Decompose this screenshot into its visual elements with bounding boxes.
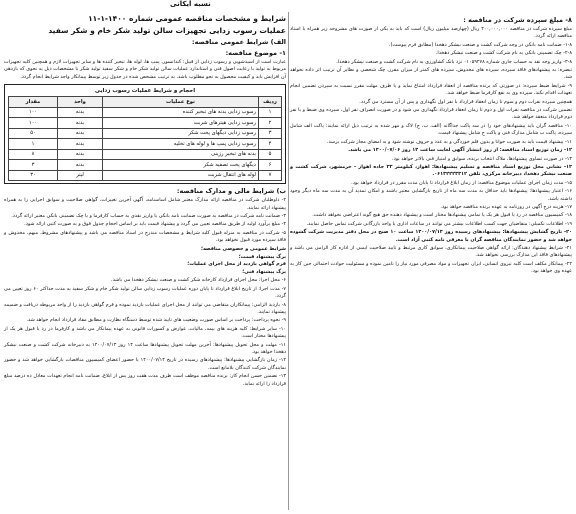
clause-paragraph: ۱۲- زمان بازگشایی پیشنهادها: پیشنهادهای رسیده در تاریخ ۱۴۰۰/۰۷/۱۴ با حضور اعضای کمیسیون مناقصات بازگشایی خواهد شد و حضور نمایندگان شرکت کنندگان بلامانع است. (4, 357, 286, 371)
table-header-cell: ردیف (259, 97, 282, 108)
document-subtitle: عملیات رسوب زدایی تجهیزات سالن تولید شکر خام و شکر سفید (48, 26, 286, 35)
document-tag: نسبه ایکانی (170, 0, 211, 8)
operation-quantity: ۵۰ (9, 128, 58, 139)
operation-quantity: ۱ (9, 139, 58, 150)
operation-name: رسوب زدایی بدنه های تبخیر کننده (103, 107, 259, 118)
operation-unit: بدنه (58, 139, 103, 150)
operation-name: رسوب زدایی دیگهای پخت شکر (103, 128, 259, 139)
clause-paragraph: مبلغ سپرده شرکت در مناقصه ۴۰۰,۰۰۰,۰۰۰ ریال (چهارصد میلیون ریال) است که باید به یکی از صورت های مشروحه زیر همراه با اسناد مناقصه ارائه گردد. (290, 26, 572, 40)
table-row (9, 170, 282, 181)
general-conditions-title: الف) شرایط عمومی مناقصه: (191, 38, 286, 46)
right-column (290, 14, 572, 277)
clause-paragraph: ۱۷- هزینه درج آگهی در روزنامه به عهده برنده مناقصه خواهد بود. (440, 203, 572, 210)
operation-unit: بدنه (58, 149, 103, 160)
required-document-item: شرایط عمومی و خصوصی مناقصه؛ (200, 245, 286, 252)
clause-paragraph: ۱۸- کمیسیون مناقصه در رد یا قبول هر یک یا تمامی پیشنهادها مختار است و پیشنهاد دهنده حق هیچ گونه اعتراضی نخواهد داشت. (312, 212, 572, 219)
table-header-cell: واحد (58, 97, 103, 108)
operation-name: لوله های انتقال شربت (103, 170, 259, 181)
table-row (9, 107, 282, 118)
clause-paragraph: ۱۰- سایر شرایط: کلیه هزینه های بیمه، مالیات، عوارض و کسورات قانونی به عهده پیمانکار می باشد و کارفرما در رد یا قبول هر یک از پیشنهادها مختار است. (4, 325, 286, 340)
required-document-item: برگ پیشنهاد قیمت؛ (238, 253, 286, 260)
clause-paragraph: ۶- محل اجرا: محل اجرای قرارداد کارخانه شکر کشت و صنعت نیشکر دهخدا می باشد. (111, 277, 286, 284)
operation-name: دیگهای پخت تصفیه شکر (103, 160, 259, 171)
operation-name: رسوب زدایی هیترهای شربت (103, 118, 259, 129)
row-index: ۴ (259, 139, 282, 150)
document-title: شرایط و مشخصات مناقصه عمومی شماره ۱۴۰۰-۱-۱۱ (88, 14, 286, 23)
subject-title: ۱- موضوع مناقصه: (225, 49, 286, 57)
required-document-item: فرم گواهی بازدید از محل اجرای عملیات؛ (187, 261, 286, 268)
clause-paragraph: ۸- بازدید الزامی: پیمانکاران متقاضی می توانند از محل اجرای عملیات بازدید نموده و فرم گواهی بازدید را از واحد مربوطه دریافت و ضمیمه پیشنهاد نمایند. (4, 301, 286, 315)
table-header-row (9, 97, 282, 108)
clause-paragraph: ۱۱- پیشنهاد قیمت باید به صورت خوانا و بدون قلم خوردگی و به عدد و حروف نوشته شود و به امضای مجاز شرکت برسد. (326, 138, 572, 145)
clause-paragraph: ۲-۸- چک تضمینی بانکی به نام شرکت کشت و صنعت نیشکر دهخدا. (435, 50, 572, 57)
row-index: ۵ (259, 149, 282, 160)
condition-paragraph: ۳- ضمانت نامه شرکت در مناقصه به صورت ضمانت نامه بانکی یا واریز نقدی به حساب کارفرما و یا چک تضمینی بانکی معتبر ارائه گردد. (11, 213, 286, 220)
clause-paragraph: ۱۳- تضمین حسن انجام کار: برنده مناقصه موظف است ظرف مدت هفت روز پس از ابلاغ، ضمانت نامه انجام تعهدات معادل ده درصد مبلغ قرارداد را ارائه نماید. (4, 373, 286, 387)
clause-paragraph: ۱۳- در صورت تساوی پیشنهادها، ملاک انتخاب برنده، سوابق و امتیاز فنی بالاتر خواهد بود. (392, 155, 572, 162)
clause-paragraph: ۹- نحوه پرداخت: پرداخت بر اساس صورت وضعیت های تایید شده توسط دستگاه نظارت و مطابق مفاد قرارداد انجام خواهد شد. (26, 317, 286, 324)
clause-paragraph: ۱۲- زمان توزیع اسناد مناقصه: از روز انتشار آگهی لغایت ساعت ۱۴ روز ۱۴۰۰/۰۷/۰۶ می باشد. (348, 147, 572, 154)
row-index: ۱ (259, 107, 282, 118)
table-row (9, 139, 282, 150)
operation-unit: لیتر (58, 170, 103, 181)
clause-paragraph: تضمین شرکت در مناقصه نفرات اول و دوم تا زمان انعقاد قرارداد نگهداری می شود و در صورت انصراف نفر اول، سپرده وی ضبط و با نفر دوم قرارداد منعقد خواهد شد. (290, 107, 572, 121)
clause-paragraph: ۱۱- مهلت و محل تحویل پیشنهادها: آخرین مهلت تحویل پیشنهادها ساعت ۱۴ روز ۱۴۰۰/۰۷/۱۳ به دبیرخانه شرکت کشت و صنعت نیشکر دهخدا خواهد بود. (4, 341, 286, 355)
table-row (9, 160, 282, 171)
condition-paragraph: ۴- مبلغ برآورد اولیه از طریق مناقصه تعیین می گردد و پیشنهاد قیمت باید بر اساس احجام جدول فوق و به صورت کتبی ارائه شود. (24, 221, 286, 228)
clause-paragraph: ۱۶- اعتبار پیشنهادها: پیشنهادها باید حداقل به مدت سه ماه از تاریخ بازگشایی معتبر باشند و امکان تمدید آن به مدت سه ماه دیگر وجود داشته باشد. (290, 188, 572, 202)
deposit-heading: ۸- مبلغ سپرده شرکت در مناقصه : (463, 16, 572, 24)
table-row (9, 128, 282, 139)
clause-paragraph: ۲۲- پیمانکار مکلف است کلیه نیروی انسانی، ابزار، تجهیزات و مواد مصرفی مورد نیاز را تامین نموده و مسئولیت حوادث احتمالی حین کار به عهده وی خواهد بود. (290, 260, 572, 275)
table-header-cell: نوع عملیات (103, 97, 259, 108)
operation-quantity: ۱۰۰ (9, 118, 58, 129)
clause-paragraph: تبصره: به پیشنهادهای فاقد سپرده، سپرده های مخدوش، سپرده های کمتر از میزان مقرر، چک شخصی و نظایر آن ترتیب اثر داده نخواهد شد. (290, 67, 572, 81)
clause-paragraph: ۷- مدت اجرا: از تاریخ ابلاغ قرارداد تا پایان دوره عملیات رسوب زدایی سالن تولید شکر خام و شکر سفید به مدت حداکثر ۶۰ روز تعیین می گردد. (4, 285, 286, 300)
row-index: ۲ (259, 118, 282, 129)
condition-paragraph: ۲- داوطلبان شرکت در مناقصه ارائه مدارک معتبر شامل اساسنامه، آگهی آخرین تغییرات، گواهی صلاحیت و سوابق اجرایی را به همراه پیشنهاد ارائه نمایند. (4, 197, 286, 211)
clause-paragraph: ۱۵- مدت زمان اجرای عملیات موضوع مناقصه: از زمان ابلاغ قرارداد تا پایان مدت مقرر در قرارداد خواهد بود. (351, 179, 572, 186)
clause-paragraph: ۹- شرایط ضبط سپرده: در صورتی که برنده مناقصه از انعقاد قرارداد امتناع نماید و یا ظرف مهلت مقرر نسبت به سپردن تضمین انجام تعهدات اقدام نکند، سپرده وی به نفع کارفرما ضبط خواهد شد. (290, 82, 572, 97)
row-index: ۷ (259, 170, 282, 181)
clause-paragraph: ۳-۸- واریز وجه نقد به حساب جاری شماره ۰۱۰۵۹۲۷۸ نزد بانک کشاورزی به نام شرکت کشت و صنعت نیشکر دهخدا. (336, 58, 572, 65)
operation-unit: بدنه (58, 128, 103, 139)
clause-paragraph: همچنین سپرده نفرات دوم و سوم تا زمان انعقاد قرارداد با نفر اول نگهداری و پس از آن مسترد می گردد. (359, 98, 572, 105)
financial-conditions-title: ب) شرایط مالی و مدارک مناقصه: (176, 187, 286, 196)
column-divider (288, 12, 289, 510)
subject-text: عبارت است از اسیدشویی و رسوب زدایی از قبیل: کندانسور، پمپ ها، لوله ها، تبخیر کننده ها و سایر تجهیزات لازم و همچنین کلیه تجهیزات مربوط به تولید با رعایت اصول فنی و استاندارد عملیات سالن تولید شکر خام و شکر سفید تولید شکر با مشخصات ذیل به نحوی که بازدهی آن افزایش یابد و کیفیت محصول به نحو مطلوب باشد، به ترتیب مشخص شده در جدول زیر توسط پیمانکار واجد شرایط انجام گردد. (4, 59, 286, 80)
operation-name: بدنه های تبخیر رزینی (103, 149, 259, 160)
clause-paragraph: ۲۰- تاریخ گشایش پیشنهادها: پیشنهادهای رسیده روز ۱۴۰۰/۰۷/۱۴ ساعت ۱۰ صبح در محل دفتر مدیریت شرکت گشوده خواهد شد و حضور نمایندگان مناقصه گران با معرفی نامه کتبی آزاد است. (290, 229, 572, 243)
row-index: ۶ (259, 160, 282, 171)
operations-table-title: احجام و شرایط عملیات رسوب زدایی (94, 88, 196, 95)
operation-quantity: ۳ (9, 160, 58, 171)
clause-paragraph: ۲۱- شرایط پیشنهاد دهندگان: ارائه گواهی صلاحیت پیمانکاری، سوابق کاری مرتبط و تایید صلاحیت ایمنی از اداره کار الزامی می باشد و پیشنهادهای فاقد این مدارک بررسی نخواهد شد. (290, 244, 572, 259)
clause-paragraph: ۱۹- اطلاعات تکمیلی: متقاضیان جهت کسب اطلاعات بیشتر می توانند در ساعات اداری با واحد بازرگانی شرکت تماس حاصل نمایند. (306, 220, 572, 227)
operation-unit: بدنه (58, 160, 103, 171)
condition-paragraph: ۵- شرکت در مناقصه به منزله قبول کلیه شرایط و مشخصات مندرج در اسناد مناقصه می باشد و پیشنهادهای مشروط، مبهم، مخدوش و فاقد سپرده مورد قبول نخواهد بود. (4, 229, 286, 244)
required-document-item: برگ پیشنهاد فنی؛ (242, 269, 286, 276)
row-index: ۳ (259, 128, 282, 139)
operation-unit: بدنه (58, 118, 103, 129)
table-row (9, 149, 282, 160)
operation-quantity: ۱۰۰ (9, 107, 58, 118)
left-column (4, 14, 286, 389)
operations-table-box (4, 84, 286, 184)
clause-paragraph: ۱۰- مناقصه گران باید پیشنهادهای خود را در سه پاکت جداگانه (الف، ب، ج) لاک و مهر شده به ترتیب ذیل ارائه نمایند: پاکت الف شامل سپرده، پاکت ب شامل مدارک فنی و پاکت ج شامل پیشنهاد قیمت. (290, 122, 572, 137)
clause-paragraph: ۱۴- نشانی محل توزیع اسناد مناقصه و تسلیم پیشنهادها: اهواز، کیلومتر ۳۳ جاده اهواز - خرمشهر، شرکت کشت و صنعت نیشکر دهخدا، دبیرخانه مرکزی، تلفن ۰۶۱۳۲۲۲۳۳۱۲. (290, 163, 572, 178)
required-documents-list (4, 246, 286, 277)
operation-quantity: ۳۰ (9, 170, 58, 181)
table-row (9, 118, 282, 129)
operation-name: رسوب زدایی پمپ ها و لوله های تخلیه (103, 139, 259, 150)
table-header-cell: مقدار (9, 97, 58, 108)
operation-quantity: ۸ (9, 149, 58, 160)
operations-table (8, 96, 282, 181)
operation-unit: بدنه (58, 107, 103, 118)
clause-paragraph: ۱-۸- ضمانت نامه بانکی در وجه شرکت کشت و صنعت نیشکر دهخدا (مطابق فرم پیوست). (388, 41, 572, 48)
